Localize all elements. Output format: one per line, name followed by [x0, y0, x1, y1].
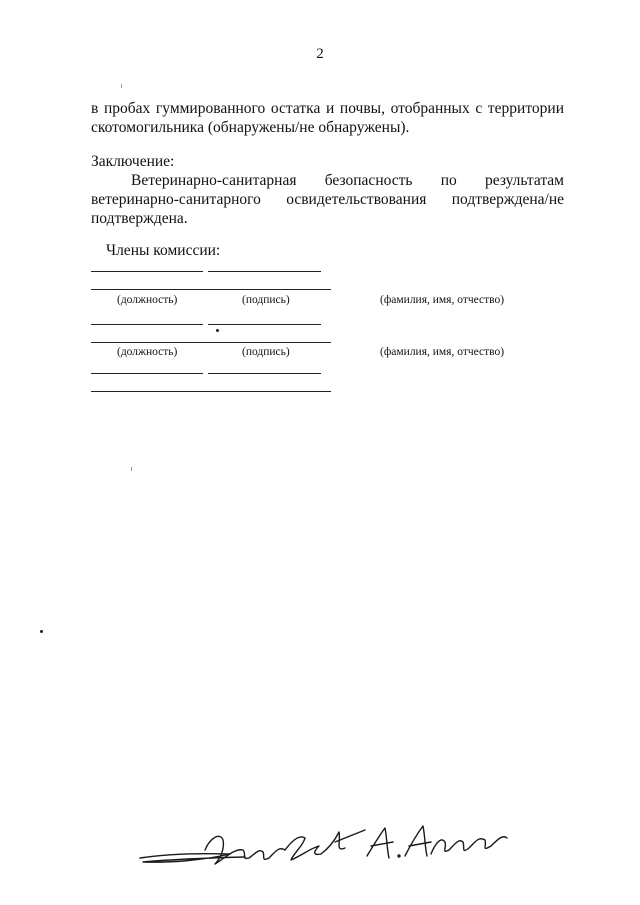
- body-line-2: скотомогильника (обнаружены/не обнаружены).: [91, 119, 410, 136]
- fullname-caption: (фамилия, имя, отчество): [380, 346, 505, 358]
- scan-speck: [40, 630, 43, 633]
- scan-speck: [121, 84, 122, 88]
- signature-blank-line: [208, 324, 321, 325]
- fullname-blank-line: [91, 342, 331, 343]
- fullname-caption: (фамилия, имя, отчество): [380, 294, 505, 306]
- page-number: 2: [316, 46, 324, 62]
- scan-speck: [131, 467, 132, 471]
- conclusion-line-1: Ветеринарно-санитарная безопасность по результатам: [131, 172, 564, 189]
- fullname-blank-line: [91, 391, 331, 392]
- position-caption: (должность): [117, 294, 178, 306]
- position-blank-line: [91, 373, 203, 374]
- signature-blank-line: [208, 373, 321, 374]
- position-blank-line: [91, 324, 203, 325]
- conclusion-heading: Заключение:: [91, 153, 175, 170]
- conclusion-line-2: ветеринарно-санитарного освидетельствования подтверждена/не: [91, 191, 564, 208]
- body-line-1: в пробах гуммированного остатка и почвы, отобранных с территории: [91, 100, 564, 117]
- commission-heading: Члены комиссии:: [106, 242, 221, 259]
- position-caption: (должность): [117, 346, 178, 358]
- signature-caption: (подпись): [242, 346, 290, 358]
- signature-caption: (подпись): [242, 294, 290, 306]
- position-blank-line: [91, 271, 203, 272]
- handwritten-signature-icon: [135, 820, 515, 880]
- scan-speck: [216, 329, 219, 332]
- signature-blank-line: [208, 271, 321, 272]
- conclusion-line-3: подтверждена.: [91, 210, 188, 227]
- fullname-blank-line: [91, 289, 331, 290]
